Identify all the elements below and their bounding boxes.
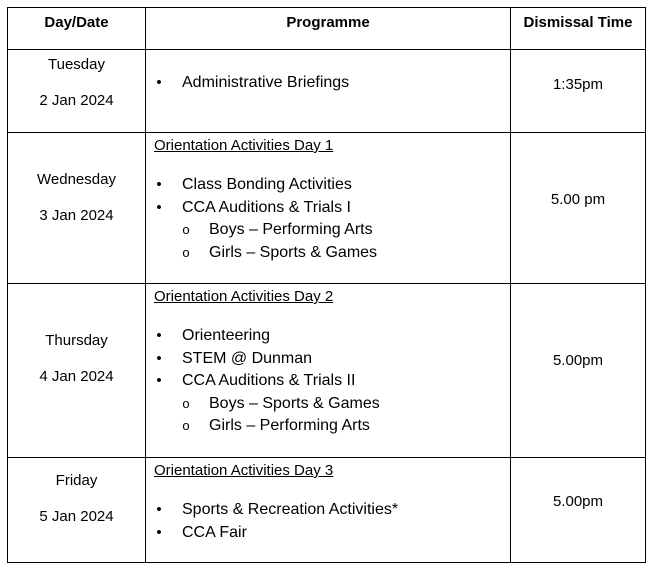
programme-cell (146, 133, 511, 284)
bullet-icon: • (156, 349, 162, 367)
bullet-icon: • (156, 523, 162, 541)
programme-title: Orientation Activities Day 1 (154, 137, 334, 154)
day-date: 2 Jan 2024 (39, 92, 114, 109)
list-item: • Orienteering (146, 325, 510, 348)
day-cell (8, 133, 146, 284)
programme-cell (146, 284, 511, 458)
circle-bullet-icon: o (182, 418, 190, 433)
bullet-icon: • (156, 74, 162, 91)
list-item: • STEM @ Dunman (146, 348, 510, 371)
header-dismissal: Dismissal Time (511, 8, 646, 50)
day-date: 4 Jan 2024 (39, 368, 114, 385)
programme-list (146, 72, 510, 95)
table-row (8, 458, 646, 563)
day-name: Wednesday (37, 171, 116, 188)
programme-list (146, 174, 510, 264)
programme-list (146, 499, 510, 544)
circle-bullet-icon: o (182, 395, 190, 411)
day-name: Friday (55, 472, 98, 489)
list-item: • CCA Fair (146, 522, 510, 545)
dismissal-cell (511, 284, 646, 458)
sub-list-item: o Girls – Sports & Games (146, 242, 510, 265)
day-cell (8, 284, 146, 458)
programme-cell (146, 458, 511, 563)
dismissal-cell (511, 50, 646, 133)
programme-title: Orientation Activities Day 3 (154, 462, 334, 479)
dismissal-time: 1:35pm (552, 76, 604, 93)
dismissal-cell (511, 458, 646, 563)
header-row (8, 8, 646, 50)
bullet-icon: • (156, 176, 162, 193)
list-item: • Administrative Briefings (146, 72, 510, 95)
dismissal-time: 5.00pm (552, 493, 604, 510)
bullet-icon: • (156, 501, 162, 518)
dismissal-time: 5.00 pm (550, 191, 606, 208)
schedule-table (7, 7, 646, 563)
programme-list (146, 325, 510, 438)
table-row (8, 50, 646, 133)
dismissal-time: 5.00pm (552, 352, 604, 369)
sub-list-item: o Girls – Performing Arts (146, 415, 510, 438)
table-row (8, 284, 646, 458)
bullet-icon: • (156, 327, 162, 344)
header-programme: Programme (146, 8, 511, 50)
bullet-icon: • (156, 198, 162, 216)
dismissal-cell (511, 133, 646, 284)
header-day: Day/Date (8, 8, 146, 50)
list-item: • CCA Auditions & Trials I (146, 197, 510, 220)
day-cell (8, 458, 146, 563)
list-item: • Class Bonding Activities (146, 174, 510, 197)
sub-list-item: o Boys – Sports & Games (146, 393, 510, 416)
circle-bullet-icon: o (182, 244, 190, 260)
table-row (8, 133, 646, 284)
programme-title: Orientation Activities Day 2 (154, 288, 334, 305)
day-name: Tuesday (48, 56, 105, 73)
circle-bullet-icon: o (182, 222, 190, 237)
day-name: Thursday (45, 332, 108, 349)
sub-list-item: o Boys – Performing Arts (146, 219, 510, 242)
programme-cell (146, 50, 511, 133)
day-date: 5 Jan 2024 (39, 508, 114, 525)
day-cell (8, 50, 146, 133)
day-date: 3 Jan 2024 (39, 207, 114, 224)
list-item: • CCA Auditions & Trials II (146, 370, 510, 393)
list-item: • Sports & Recreation Activities* (146, 499, 510, 522)
bullet-icon: • (156, 372, 162, 389)
